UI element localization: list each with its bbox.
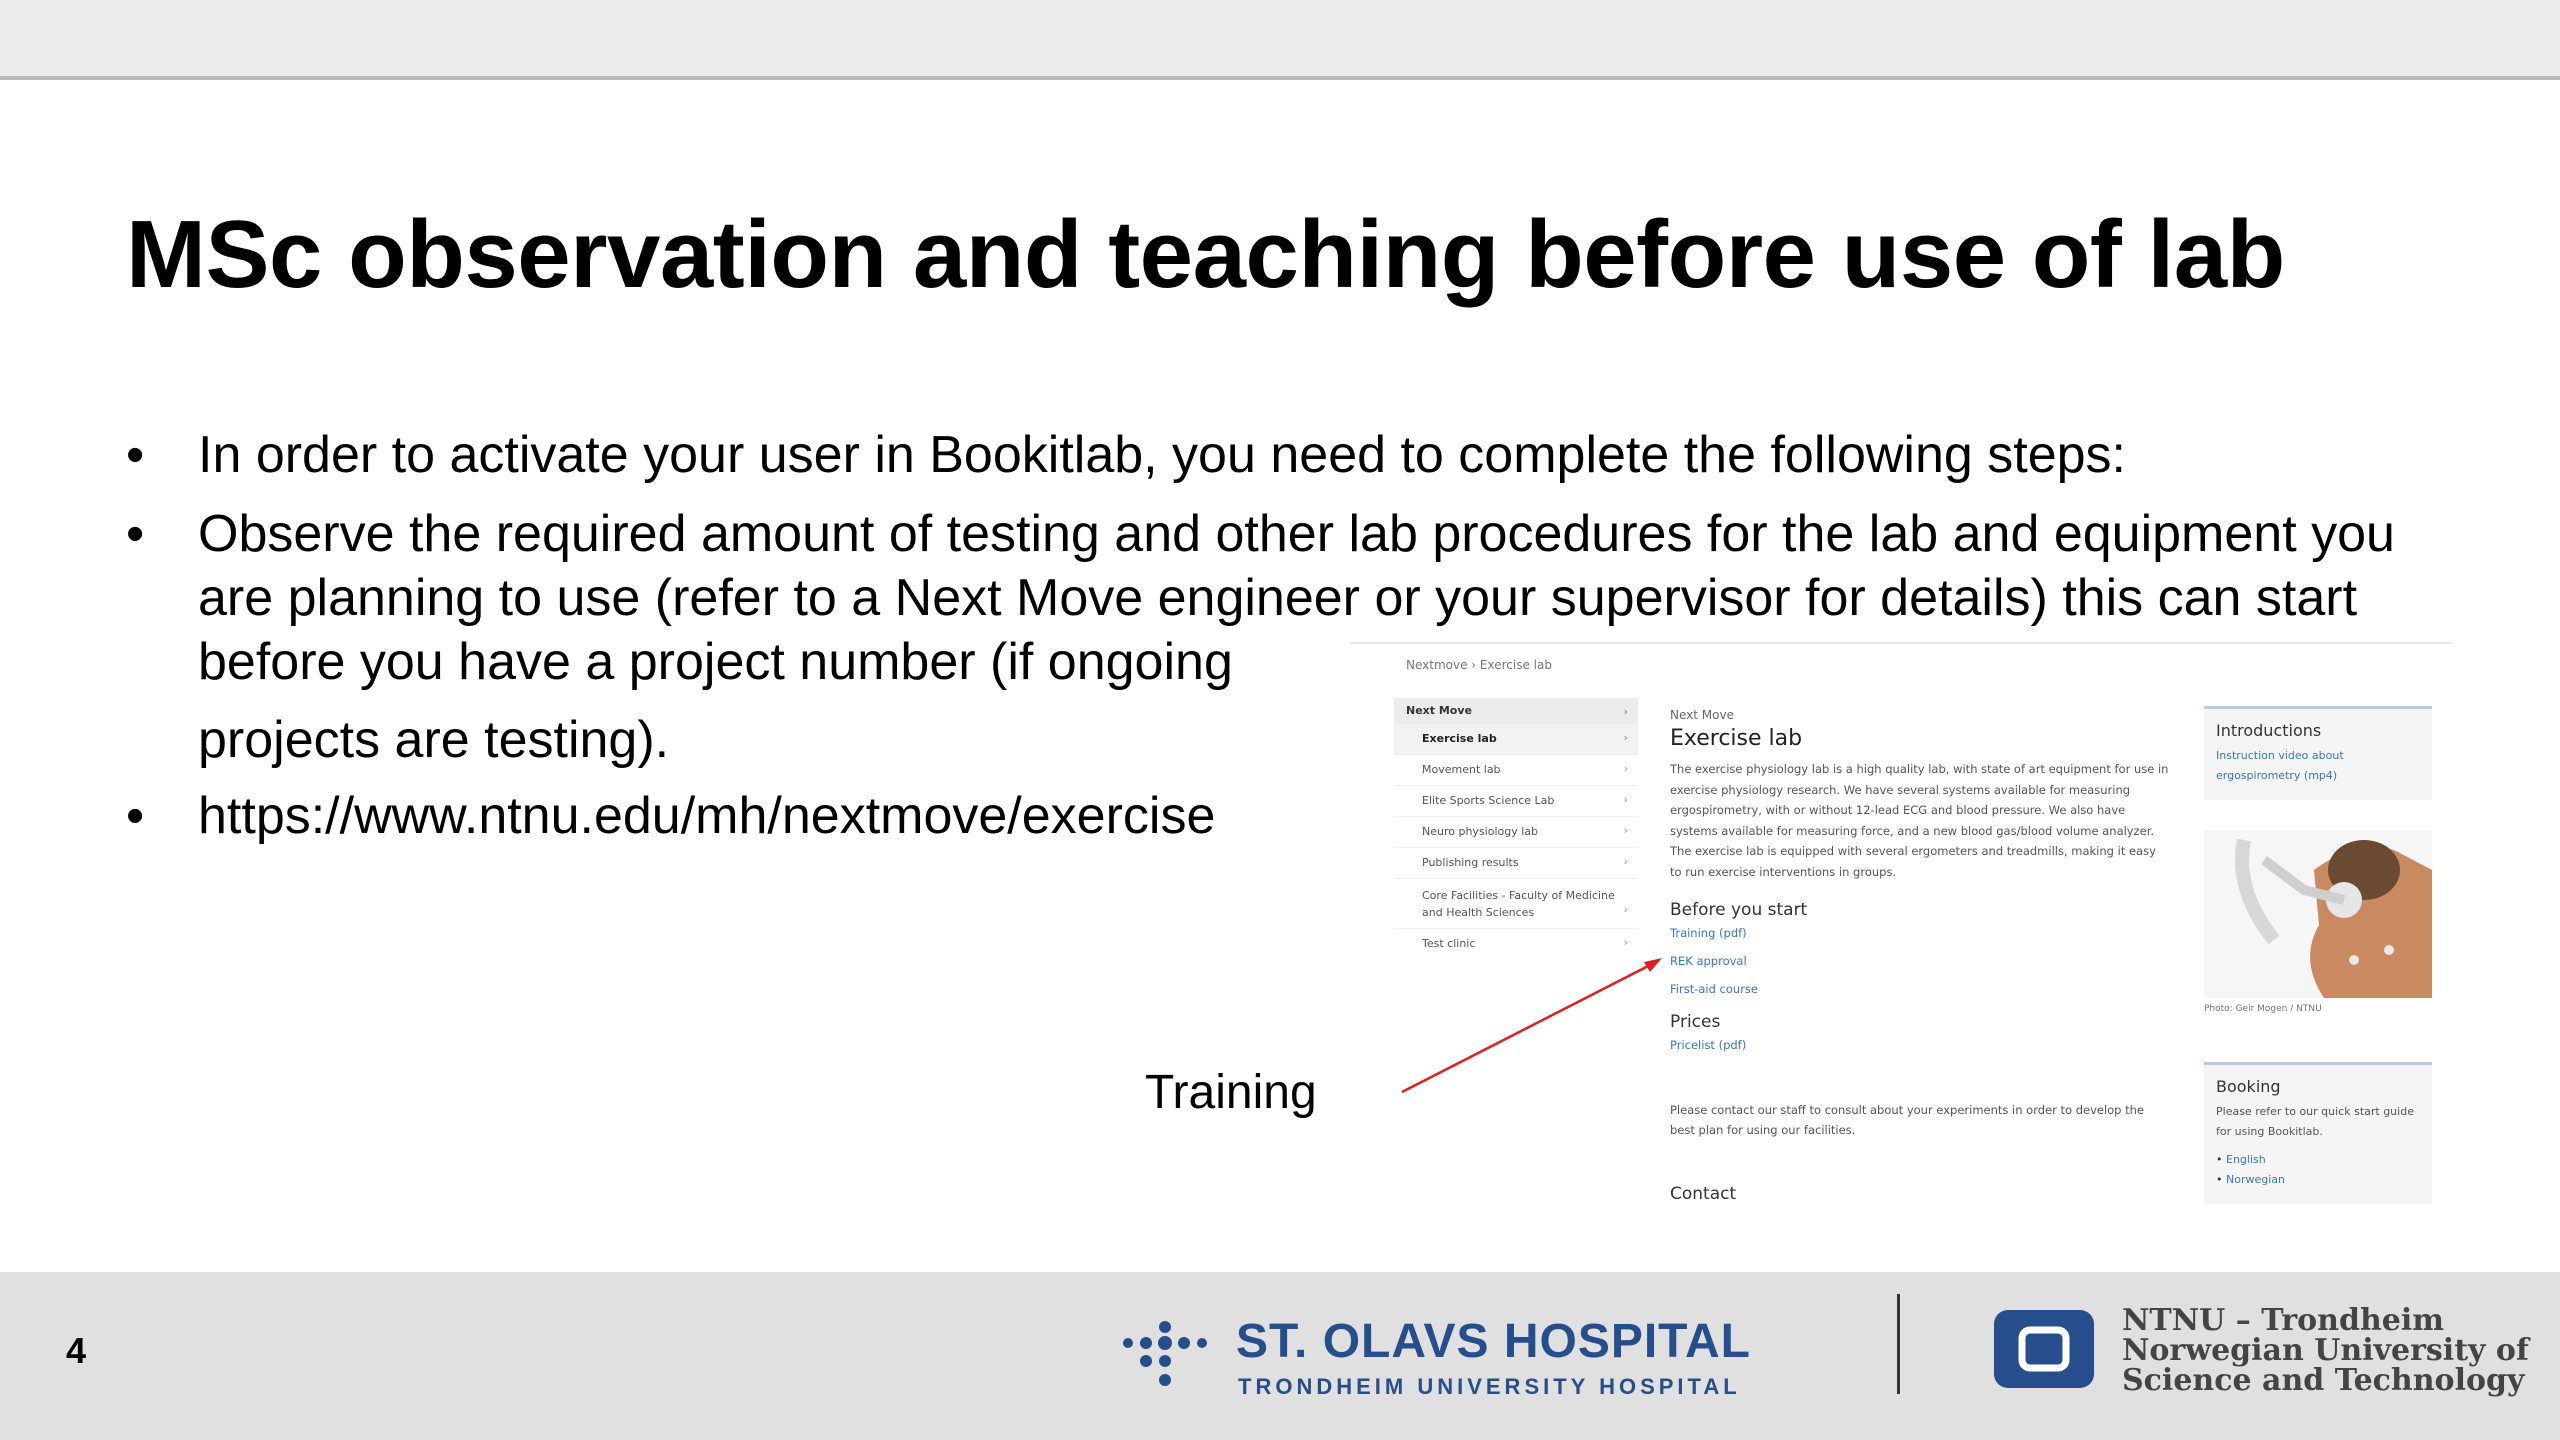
training-callout: Training — [1145, 1066, 1317, 1119]
top-strip — [0, 0, 2560, 80]
bullet-dot: • — [126, 426, 145, 484]
list-item — [2216, 1150, 2420, 1170]
sidebar — [2204, 706, 2432, 1204]
chevron-right-icon: › — [1623, 903, 1628, 916]
nav-item-test-clinic[interactable] — [1394, 929, 1638, 960]
bullet-3 — [126, 786, 1216, 846]
nav-item-publishing-results[interactable] — [1394, 848, 1638, 879]
first-aid-course-link[interactable]: First-aid course — [1670, 982, 1758, 996]
instruction-video-link[interactable]: Instruction video about ergospirometry (mp4) — [2216, 749, 2344, 782]
english-guide-link[interactable]: English — [2226, 1153, 2266, 1166]
ntnu-name-block — [2122, 1303, 2529, 1398]
chevron-right-icon: › — [1623, 705, 1628, 718]
left-navigation — [1394, 698, 1638, 960]
main-content — [1670, 708, 2170, 1204]
footer — [0, 1272, 2560, 1440]
page-title: Exercise lab — [1670, 726, 1803, 751]
page-number: 4 — [66, 1330, 87, 1371]
training-pdf-link[interactable]: Training (pdf) — [1670, 926, 1747, 940]
photo-credit: Photo: Geir Mogen / NTNU — [2204, 1004, 2322, 1014]
ntnu-line-1: NTNU – Trondheim — [2122, 1303, 2445, 1338]
nav-item-label: Movement lab — [1422, 763, 1501, 776]
bullet-1 — [126, 425, 2126, 485]
booking-link-list — [2216, 1150, 2420, 1190]
ntnu-logo-icon — [1992, 1308, 2096, 1390]
chevron-right-icon: › — [1623, 855, 1628, 868]
bullet-dot: • — [126, 505, 145, 563]
rek-approval-link[interactable]: REK approval — [1670, 954, 1747, 968]
chevron-right-icon: › — [1623, 793, 1628, 806]
introductions-card — [2204, 706, 2432, 800]
breadcrumb[interactable]: Nextmove › Exercise lab — [1406, 658, 1552, 672]
exercise-lab-url[interactable]: https://www.ntnu.edu/mh/nextmove/exercise — [198, 787, 1216, 845]
bullet-2-line-2: are planning to use (refer to a Next Move engineer or your supervisor for details) this can start — [198, 569, 2358, 627]
contact-text: Please contact our staff to consult about your experiments in order to develop the best plan for using our facilities. — [1670, 1103, 2145, 1137]
bullet-2 — [126, 504, 2395, 627]
st-olavs-logo-icon — [1120, 1314, 1210, 1394]
nav-header-next-move[interactable] — [1394, 698, 1638, 724]
ergospirometry-photo — [2204, 830, 2432, 998]
nav-item-label: Exercise lab — [1422, 732, 1497, 745]
bullet-2-line-1: Observe the required amount of testing and other lab procedures for the lab and equipment you — [198, 505, 2395, 563]
list-item — [2216, 1170, 2420, 1190]
bullet-dot: • — [2216, 1153, 2223, 1166]
chevron-right-icon: › — [1623, 731, 1628, 744]
bullet-2-line-4: projects are testing). — [198, 711, 670, 769]
bullet-1-text: In order to activate your user in Bookitlab, you need to complete the following steps: — [198, 426, 2126, 484]
booking-title: Booking — [2216, 1077, 2281, 1096]
section-label: Next Move — [1670, 708, 1734, 722]
lab-description: The exercise physiology lab is a high quality lab, with state of art equipment for use in exercise physiology research. We have several systems available for measuring ergospirometry, with or without 12-lead ECG and blood pressure. We also have systems available for measuring force, and a new blood gas/blood volume analyzer. The exercise lab is equipped with several ergometers and treadmills, making it easy to run exercise interventions in groups. — [1670, 762, 2169, 879]
bullet-dot: • — [2216, 1173, 2223, 1186]
booking-card — [2204, 1062, 2432, 1204]
chevron-right-icon: › — [1623, 762, 1628, 775]
nav-item-label: Core Facilities - Faculty of Medicine and Health Sciences — [1422, 889, 1615, 919]
nav-item-neuro-physiology-lab[interactable] — [1394, 817, 1638, 848]
bullet-2-line-3: before you have a project number (if ongoing — [198, 633, 1233, 691]
footer-divider — [1897, 1294, 1900, 1394]
slide-title: MSc observation and teaching before use of lab — [126, 201, 2285, 308]
before-you-start-heading: Before you start — [1670, 900, 1808, 920]
introductions-title: Introductions — [2216, 721, 2322, 740]
nav-item-label: Test clinic — [1422, 937, 1476, 950]
hospital-subtitle: TRONDHEIM UNIVERSITY HOSPITAL — [1238, 1374, 1741, 1399]
nav-item-label: Elite Sports Science Lab — [1422, 794, 1555, 807]
ntnu-line-3: Science and Technology — [2122, 1363, 2525, 1398]
nav-item-exercise-lab[interactable] — [1394, 724, 1638, 755]
ergospirometry-photo-image — [2204, 830, 2432, 998]
nav-item-elite-sports-science-lab[interactable] — [1394, 786, 1638, 817]
bullet-dot: • — [126, 787, 145, 845]
nav-header-label: Next Move — [1406, 704, 1472, 717]
norwegian-guide-link[interactable]: Norwegian — [2226, 1173, 2285, 1186]
pricelist-pdf-link[interactable]: Pricelist (pdf) — [1670, 1038, 1747, 1052]
nav-item-movement-lab[interactable] — [1394, 755, 1638, 786]
contact-heading: Contact — [1670, 1184, 1737, 1204]
booking-text: Please refer to our quick start guide for using Bookitlab. — [2216, 1105, 2414, 1138]
prices-heading: Prices — [1670, 1012, 1721, 1032]
ntnu-line-2: Norwegian University of — [2122, 1333, 2529, 1368]
embedded-website-screenshot — [1350, 642, 2452, 1270]
nav-item-label: Neuro physiology lab — [1422, 825, 1539, 838]
nav-item-core-facilities[interactable] — [1394, 879, 1638, 929]
hospital-name: ST. OLAVS HOSPITAL — [1236, 1315, 1751, 1368]
chevron-right-icon: › — [1623, 824, 1628, 837]
nav-item-label: Publishing results — [1422, 856, 1519, 869]
chevron-right-icon: › — [1623, 936, 1628, 949]
